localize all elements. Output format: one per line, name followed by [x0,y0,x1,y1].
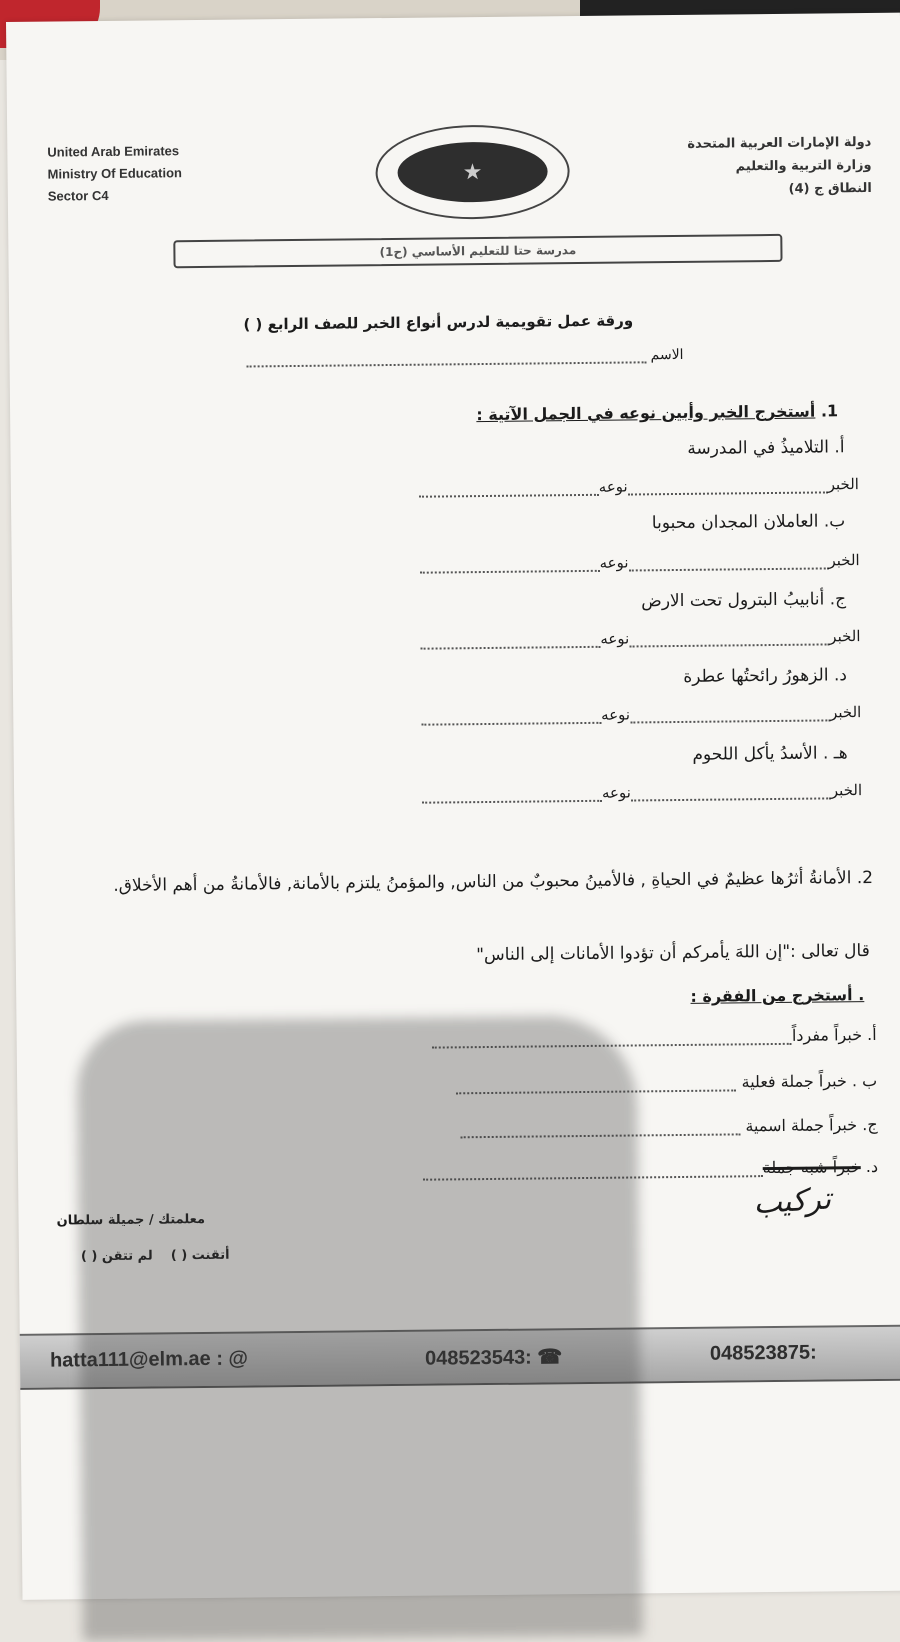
school-seal-icon [375,124,570,220]
q2-item-b[interactable]: ب . خبراً جملة فعلية [456,1071,877,1094]
teacher-signature: معلمتك / جميلة سلطان [56,1211,206,1229]
q1-item-e: هـ . الأسدُ يأكل اللحوم [692,743,848,765]
handwritten-note: تركيب [752,1181,833,1222]
q2-number: 2. [856,867,874,889]
ministry-ar: وزارة التربية والتعليم [735,157,872,175]
school-name-box: مدرسة حتا للتعليم الأساسي (ح1) [173,234,782,268]
sector-ar: النطاق ج (4) [788,180,872,197]
worksheet-title: ورقة عمل تقويمية لدرس أنواع الخبر للصف الرابع ( ) [243,311,634,334]
q1-heading-text: أستخرج الخبر وأبين نوعه في الجمل الآتية : [476,401,816,425]
book-emblem-icon: ★ [397,141,548,203]
q1-answer-b[interactable]: الخبرنوعه [419,551,859,574]
question1-heading [476,401,838,424]
q2-item-d[interactable]: د. خبراً شبه جملة [423,1157,878,1181]
sector-en: Sector C4 [47,187,109,204]
q2-verse: قال تعالى :"إن اللهَ يأمركم أن تؤدوا الأمانات إلى الناس" [476,941,870,966]
q1-item-b: ب. العاملان المجدان محبوبا [651,511,846,534]
q2-sub-heading: . أستخرج من الفقرة : [690,985,865,1006]
english-header [47,140,182,207]
q2-item-c[interactable]: ج. خبراً جملة اسمية [460,1115,877,1138]
q1-item-a: أ. التلاميذُ في المدرسة [687,437,845,459]
name-label: الاسم [650,346,684,364]
q1-item-d: د. الزهورُ رائحتُها عطرة [683,665,847,687]
photo-shadow [76,1015,642,1641]
phone-contact: 048523875: [709,1341,817,1365]
country-en: United Arab Emirates [47,143,180,160]
q1-number: 1. [820,401,839,421]
mastered-option[interactable]: أتقنت ( ) [170,1247,230,1264]
q2-item-a[interactable]: أ. خبراً مفرداً [432,1025,877,1049]
country-ar: دولة الإمارات العربية المتحدة [687,134,872,152]
q1-answer-d[interactable]: الخبرنوعه [421,703,861,726]
fax-contact: 048523543: ☎ [424,1346,563,1370]
q2-paragraph-text: الأمانةُ أثرُها عظيمٌ في الحياةِ , فالأمينُ محبوبٌ من الناس, والمؤمنُ يلتزم بالأمانة, فالأمانةُ من أهم الأخلاق. [113,868,852,896]
q1-item-c: ج. أنابيبُ البترول تحت الارض [641,589,847,612]
ministry-en: Ministry Of Education [47,165,183,182]
q2-paragraph [83,859,873,905]
q1-answer-a[interactable]: الخبرنوعه [419,475,859,498]
arabic-header [687,131,872,202]
email-contact: hatta111@elm.ae : @ [49,1347,249,1372]
name-dotted-line[interactable] [246,347,646,367]
q1-answer-c[interactable]: الخبرنوعه [420,627,860,650]
worksheet-paper [6,13,900,1600]
not-mastered-option[interactable]: لم تتقن ( ) [80,1248,153,1265]
q1-answer-e[interactable]: الخبرنوعه [422,781,862,804]
name-field[interactable] [246,347,684,368]
